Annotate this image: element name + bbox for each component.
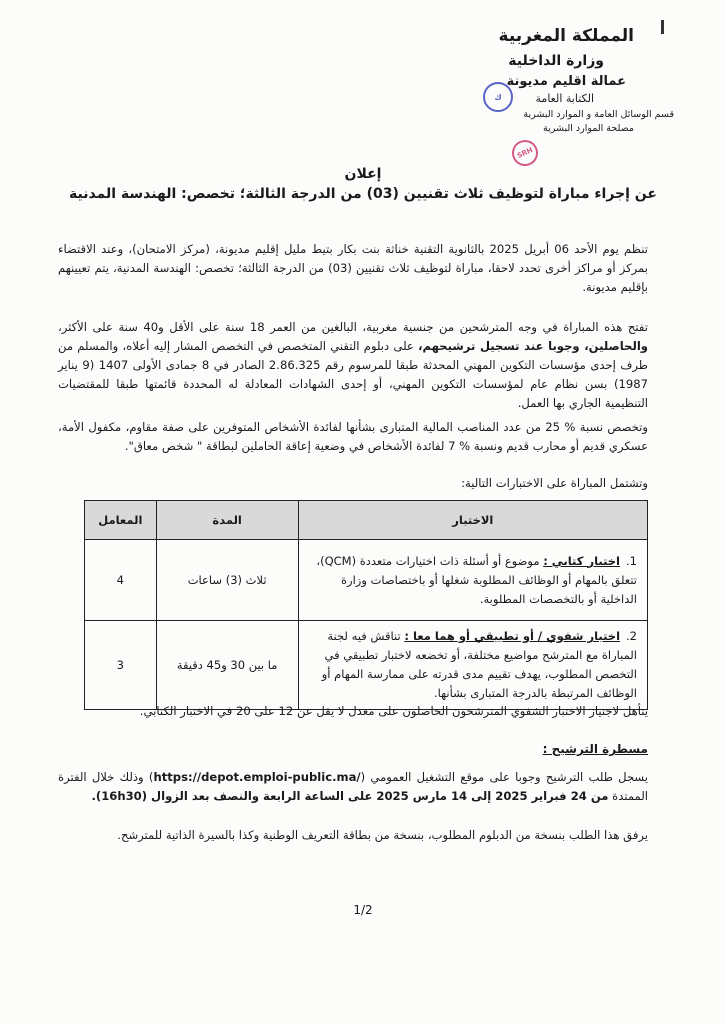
test-cell [298,621,647,710]
header-coef: المعامل [85,501,157,540]
announcement-subject: عن إجراء مباراة لتوظيف ثلاث تقنيين (03) من الدرجة الثالثة؛ تخصص: الهندسة المدنية [69,186,657,202]
coef-cell: 3 [85,621,157,710]
paragraph-quota: وتخصص نسبة % 25 من عدد المناصب المالية المتبارى بشأنها لفائدة الأشخاص المتوفرين على صفة مقاوم، مكفول الأمة، عسكري قديم أو محارب قديم ونسبة % 7 لفائدة الأشخاص في وضعية إعاقة الحاملين لبطاقة " شخص معاق". [58,420,648,453]
test-name: اختبار كتابي : [543,553,621,568]
announcement-title: إعلان [344,166,382,182]
coef-cell: 4 [85,540,157,621]
section-title-application: مسطرة الترشيح : [542,742,648,756]
application-deadline: من 24 فبراير 2025 إلى 14 مارس 2025 على الساعة الرابعة والنصف بعد الزوال (16h30). [91,789,609,803]
eligibility-text-start: تفتح هذه المباراة في وجه المترشحين من جنسية مغربية، البالغين من العمر 18 سنة على الأقل و40 سنة على الأكثر، [58,320,649,334]
row-number: 1. [626,553,637,568]
paragraph-attachments: يرفق هذا الطلب بنسخة من الدبلوم المطلوب، بنسخة من بطاقة التعريف الوطنية وكذا بالسيرة الذاتية للمترشح. [117,828,648,842]
paragraph-exam-date: تنظم يوم الأحد 06 أبريل 2025 بالثانوية التقنية خناثة بنت بكار بتيط مليل إقليم مديونة، (مركز الامتحان)، وعند الاقتضاء بمركز أو مراكز أخرى تحدد لاحقا، مباراة لتوظيف ثلاث تقنيين (03) من الدرجة الثالثة؛ تخصص: الهندسة المدنية، يتم تعيينهم بإقليم مديونة. [58,242,648,294]
official-stamp: ك [483,82,513,112]
letterhead [404,26,674,135]
secretariat-name: الكتابة العامة [535,92,594,105]
row-number: 2. [626,629,637,643]
prefecture-name: عمالة اقليم مديونة [506,73,626,89]
kingdom-name: المملكة المغربية [498,26,634,46]
test-description: تناقش فيه لجنة المباراة مع المترشح مواضيع مختلفة، أو تخضعه لاختبار تطبيقي في التخصص المطلوب، يهدف تقييم مدى قدرته على ممارسة المهام أو الوظائف المرتبطة بالدرجة المتبارى بشأنها. [321,629,637,700]
service-name: مصلحة الموارد البشرية [543,122,634,134]
table-row [85,540,648,621]
test-name: اختبار شفوي / أو تطبيقي أو هما معا : [404,629,621,643]
table-header-row [85,501,648,540]
paragraph-tests-intro: وتشتمل المباراة على الاختبارات التالية: [461,476,648,490]
eligibility-text-end: على دبلوم التقني المتخصص في التخصص المشار إليه أعلاه، والمسلم من طرف إحدى مؤسسات التكوين المهني المحدثة طبقا للمرسوم رقم 2.86.325 الصادر في 8 جمادى الأولى 1407 (9 يناير 1987) بسن نظام عام لمؤسسات التكوين المهني، أو إحدى الشهادات المعادلة له المحددة قائمتها طبقا للمقتضيات التنظيمية الجاري بها العمل. [58,339,648,410]
test-description: موضوع أو أسئلة ذات اختيارات متعددة (QCM)، تتعلق بالمهام أو الوظائف المطلوبة شغلها أو باختصاصات وزارة الداخلية أو بالتخصصات المطلوبة. [316,553,637,606]
paragraph-eligibility [58,318,648,413]
corner-mark [661,20,664,34]
duration-cell: ثلاث (3) ساعات [156,540,298,621]
test-cell [298,540,647,621]
application-text-mid: ) وذلك خلال الفترة الممتدة [58,770,648,803]
eligibility-text-bold: والحاصلين، وجوبا عند تسجيل ترشيحهم، [418,339,648,353]
paragraph-application [58,768,648,806]
ministry-name: وزارة الداخلية [508,53,604,70]
exams-table [84,500,648,710]
page-number: 1/2 [353,903,373,917]
header-duration: المدة [156,501,298,540]
header-test: الاختبار [298,501,647,540]
table-row [85,621,648,710]
application-text-start: يسجل طلب الترشيح وجوبا على موقع التشغيل العمومي ( [360,770,648,784]
duration-cell: ما بين 30 و45 دقيقة [156,621,298,710]
division-name: قسم الوسائل العامة و الموارد البشرية [523,108,674,120]
paragraph-qualification: يتأهل لاجتياز الاختبار الشفوي المترشحون الحاصلون على معدل لا يقل عن 12 على 20 في الاختبار الكتابي. [139,704,648,718]
application-portal-link[interactable]: https://depot.emploi-public.ma/ [153,770,361,784]
hr-stamp: SRH [508,136,543,171]
